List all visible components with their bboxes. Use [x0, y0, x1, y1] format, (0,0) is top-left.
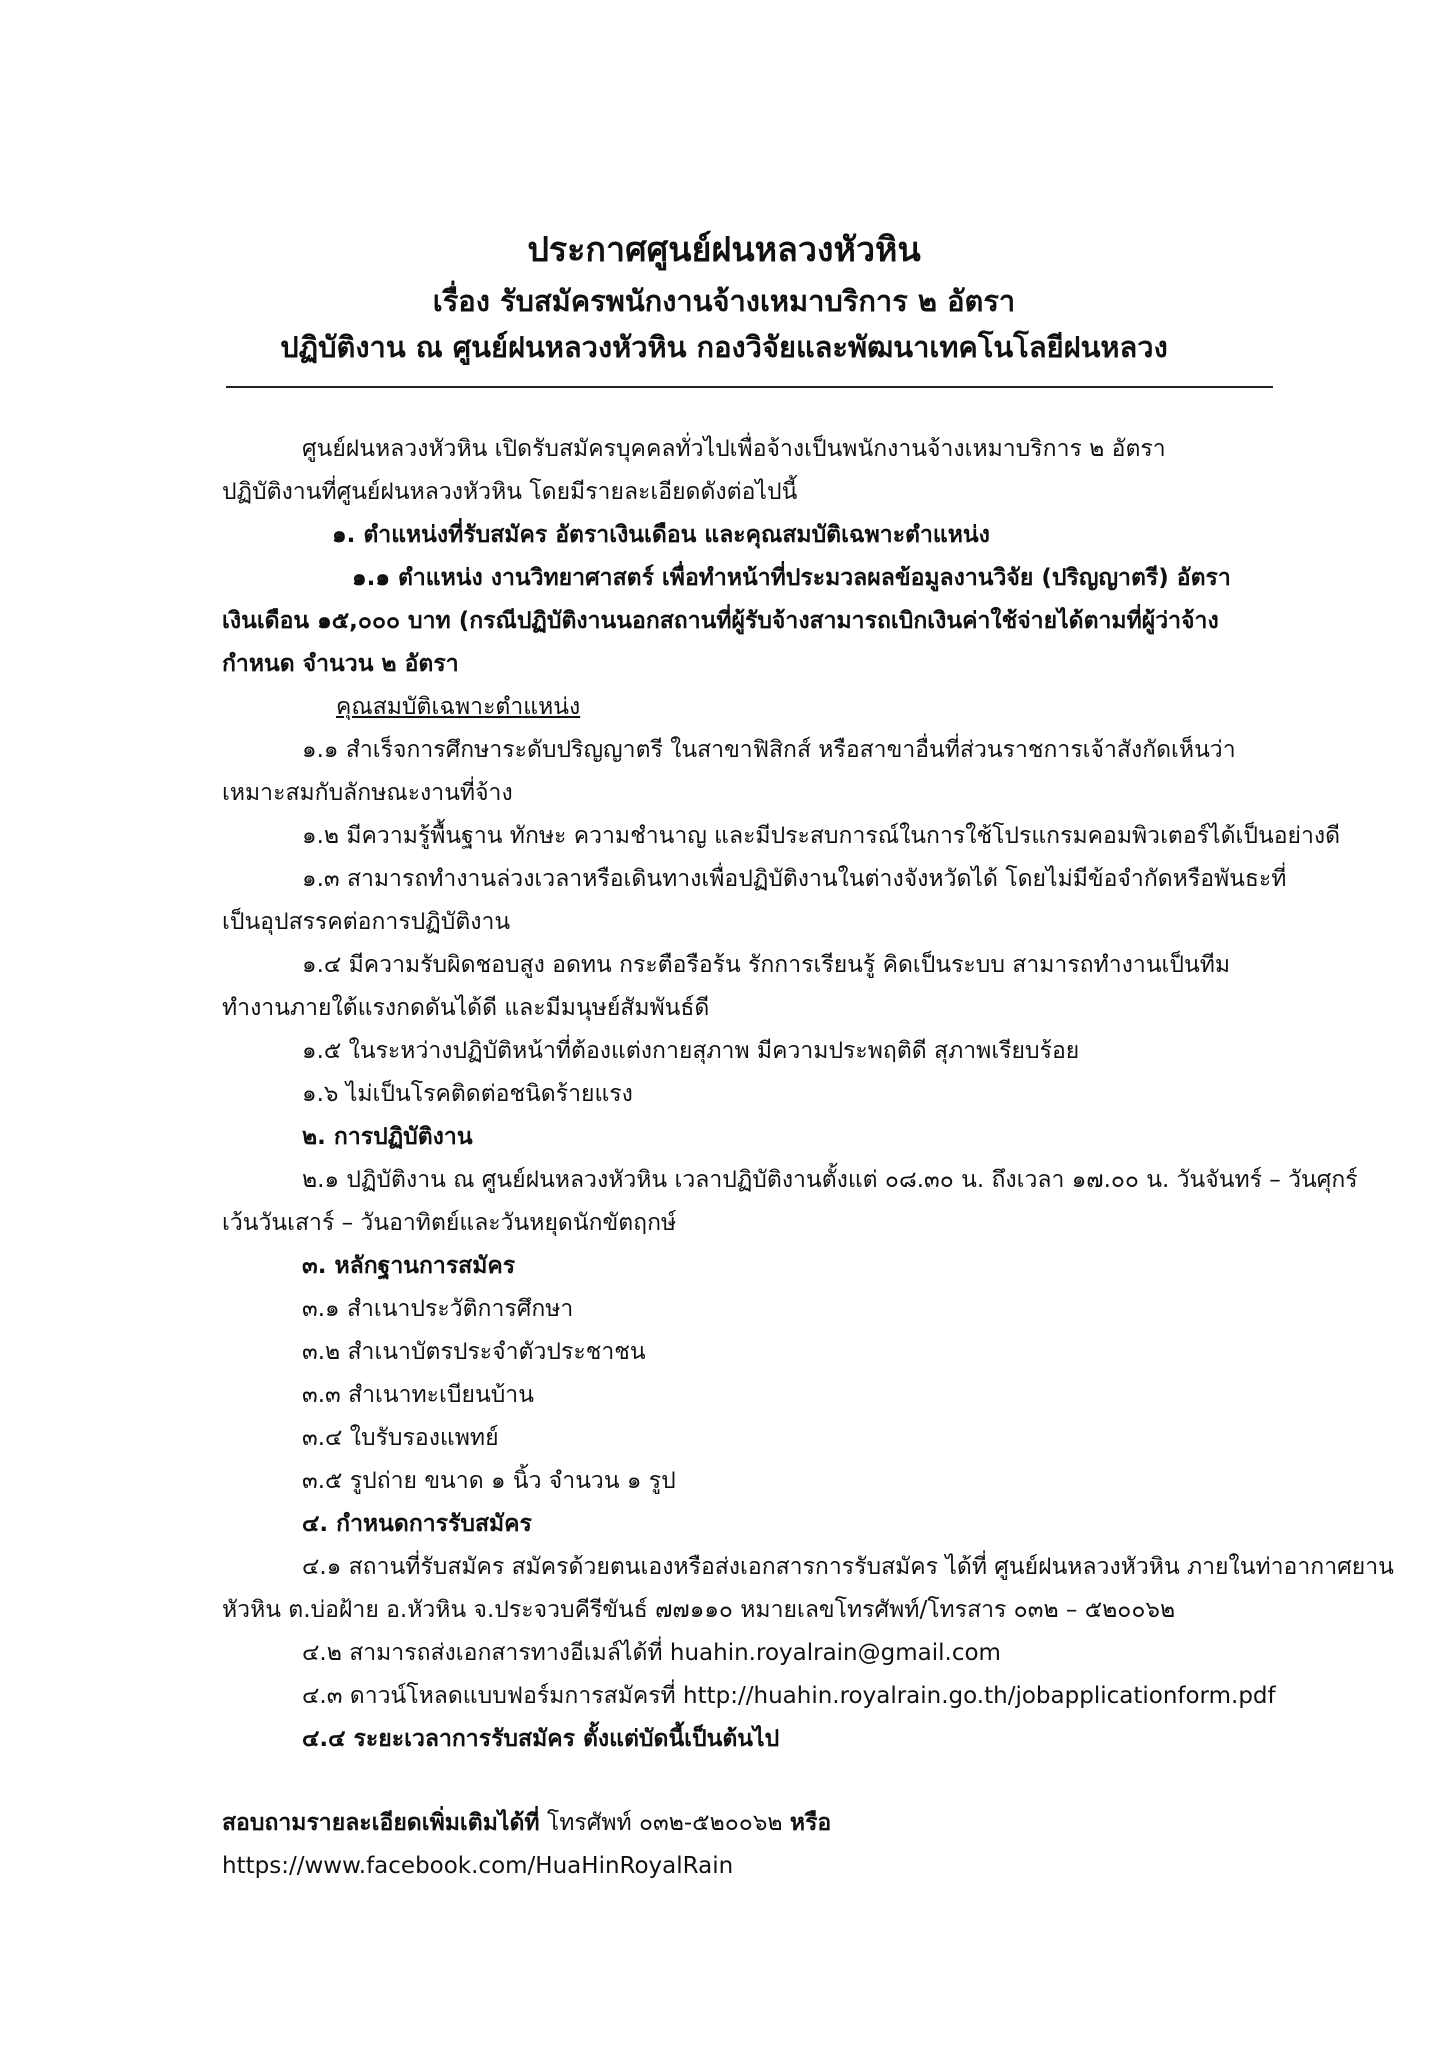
position-line-3: กำหนด จำนวน ๒ อัตรา — [222, 651, 459, 677]
announcement-subject: เรื่อง รับสมัครพนักงานจ้างเหมาบริการ ๒ อัตรา — [432, 284, 1016, 318]
application-place-line-1: ๔.๑ สถานที่รับสมัคร สมัครด้วยตนเองหรือส่งเอกสารการรับสมัคร ได้ที่ ศูนย์ฝนหลวงหัวหิน ภายในท่าอากาศยาน — [302, 1554, 1394, 1580]
document-item: ๓.๓ สำเนาทะเบียนบ้าน — [302, 1382, 534, 1408]
contact-line-1 — [222, 1806, 1282, 1840]
application-email: ๔.๒ สามารถส่งเอกสารทางอีเมล์ได้ที่ huahin.royalrain@gmail.com — [302, 1640, 1001, 1666]
work-hours-line-2: เว้นวันเสาร์ – วันอาทิตย์และวันหยุดนักขัตฤกษ์ — [222, 1210, 677, 1236]
qualification-heading: คุณสมบัติเฉพาะตำแหน่ง — [336, 694, 581, 720]
intro-line-2: ปฏิบัติงานที่ศูนย์ฝนหลวงหัวหิน โดยมีรายละเอียดดังต่อไปนี้ — [222, 479, 798, 505]
qualification-4-line-2: ทำงานภายใต้แรงกดดันได้ดี และมีมนุษย์สัมพันธ์ดี — [222, 995, 710, 1021]
qualification-2: ๑.๒ มีความรู้พื้นฐาน ทักษะ ความชำนาญ และมีประสบการณ์ในการใช้โปรแกรมคอมพิวเตอร์ได้เป็นอย่างดี — [302, 823, 1341, 849]
application-period-value: ตั้งแต่บัดนี้เป็นต้นไป — [582, 1726, 780, 1752]
qualification-5: ๑.๕ ในระหว่างปฏิบัติหน้าที่ต้องแต่งกายสุภาพ มีความประพฤติดี สุภาพเรียบร้อย — [302, 1038, 1080, 1064]
qualification-4-line-1: ๑.๔ มีความรับผิดชอบสูง อดทน กระตือรือร้น รักการเรียนรู้ คิดเป็นระบบ สามารถทำงานเป็นทีม — [302, 952, 1231, 978]
position-line-1: ๑.๑ ตำแหน่ง งานวิทยาศาสตร์ เพื่อทำหน้าที่ประมวลผลข้อมูลงานวิจัย (ปริญญาตรี) อัตรา — [352, 565, 1231, 591]
section-3-heading: ๓. หลักฐานการสมัคร — [302, 1253, 516, 1279]
qualification-6: ๑.๖ ไม่เป็นโรคติดต่อชนิดร้ายแรง — [302, 1081, 633, 1107]
title-divider — [226, 386, 1273, 388]
section-4-heading: ๔. กำหนดการรับสมัคร — [302, 1511, 532, 1537]
qualification-1-line-1: ๑.๑ สำเร็จการศึกษาระดับปริญญาตรี ในสาขาฟิสิกส์ หรือสาขาอื่นที่ส่วนราชการเจ้าสังกัดเห็นว่า — [302, 737, 1236, 763]
qualification-1-line-2: เหมาะสมกับลักษณะงานที่จ้าง — [222, 780, 513, 806]
document-item: ๓.๕ รูปถ่าย ขนาด ๑ นิ้ว จำนวน ๑ รูป — [302, 1468, 676, 1494]
qualification-3-line-2: เป็นอุปสรรคต่อการปฏิบัติงาน — [222, 909, 511, 935]
contact-facebook-link: https://www.facebook.com/HuaHinRoyalRain — [222, 1853, 734, 1879]
application-period — [302, 1722, 1282, 1756]
announcement-title: ประกาศศูนย์ฝนหลวงหัวหิน — [527, 230, 921, 270]
application-period-label: ๔.๔ ระยะเวลาการรับสมัคร — [302, 1726, 583, 1752]
contact-or: หรือ — [789, 1810, 832, 1836]
contact-label: สอบถามรายละเอียดเพิ่มเติมได้ที่ — [222, 1810, 540, 1836]
work-hours-line-1: ๒.๑ ปฏิบัติงาน ณ ศูนย์ฝนหลวงหัวหิน เวลาปฏิบัติงานตั้งแต่ ๐๘.๓๐ น. ถึงเวลา ๑๗.๐๐ น. วันจันทร์ – วันศุกร์ — [302, 1167, 1358, 1193]
document-item: ๓.๑ สำเนาประวัติการศึกษา — [302, 1296, 574, 1322]
document-item: ๓.๔ ใบรับรองแพทย์ — [302, 1425, 499, 1451]
application-place-line-2: หัวหิน ต.บ่อฝ้าย อ.หัวหิน จ.ประจวบคีรีขันธ์ ๗๗๑๑๐ หมายเลขโทรศัพท์/โทรสาร ๐๓๒ – ๕๒๐๐๖๒ — [222, 1597, 1176, 1623]
section-1-heading: ๑. ตำแหน่งที่รับสมัคร อัตราเงินเดือน และคุณสมบัติเฉพาะตำแหน่ง — [332, 522, 990, 548]
application-form-download: ๔.๓ ดาวน์โหลดแบบฟอร์มการสมัครที่ http://huahin.royalrain.go.th/jobapplicationform.pdf — [302, 1683, 1276, 1709]
intro-line-1: ศูนย์ฝนหลวงหัวหิน เปิดรับสมัครบุคคลทั่วไปเพื่อจ้างเป็นพนักงานจ้างเหมาบริการ ๒ อัตรา — [302, 436, 1166, 462]
contact-phone: โทรศัพท์ ๐๓๒-๕๒๐๐๖๒ — [539, 1810, 790, 1836]
announcement-location: ปฏิบัติงาน ณ ศูนย์ฝนหลวงหัวหิน กองวิจัยและพัฒนาเทคโนโลยีฝนหลวง — [280, 330, 1168, 364]
qualification-3-line-1: ๑.๓ สามารถทำงานล่วงเวลาหรือเดินทางเพื่อปฏิบัติงานในต่างจังหวัดได้ โดยไม่มีข้อจำกัดหรือพันธะที่ — [302, 866, 1287, 892]
position-line-2: เงินเดือน ๑๕,๐๐๐ บาท (กรณีปฏิบัติงานนอกสถานที่ผู้รับจ้างสามารถเบิกเงินค่าใช้จ่ายได้ตามที่ผู้ว่าจ้าง — [222, 608, 1219, 634]
document-item: ๓.๒ สำเนาบัตรประจำตัวประชาชน — [302, 1339, 646, 1365]
section-2-heading: ๒. การปฏิบัติงาน — [302, 1124, 473, 1150]
